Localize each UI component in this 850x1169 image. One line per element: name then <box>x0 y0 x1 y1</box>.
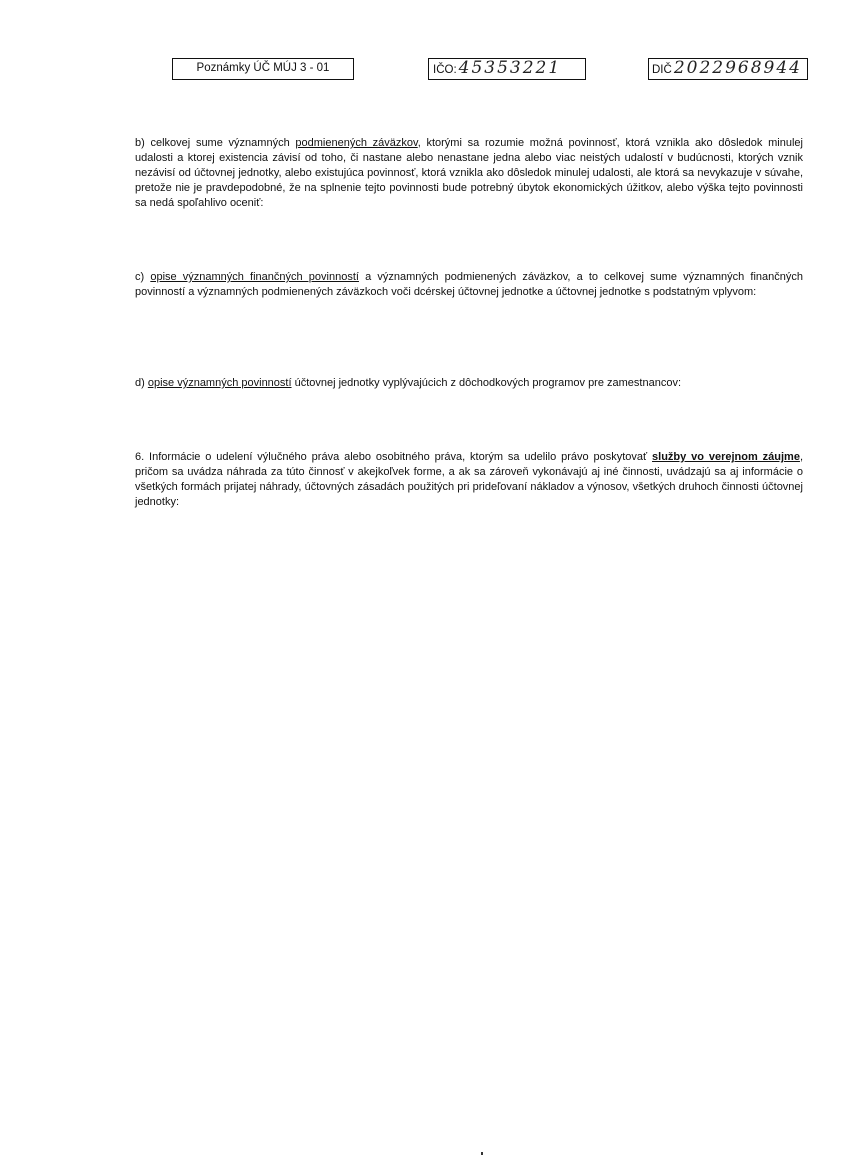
poznamky-label: Poznámky ÚČ MÚJ 3 - 01 <box>196 62 330 74</box>
dic-handwritten-value: 2022968944 <box>673 58 802 78</box>
term-sluzby-verejny-zaujem: služby vo verejnom záujme <box>652 451 800 463</box>
paragraph-d: d) opise významných povinností účtovnej jednotky vyplývajúcich z dôchodkových programov pre zamestnancov: <box>135 377 682 389</box>
ico-box <box>428 58 586 80</box>
paragraph-6: 6. Informácie o udelení výlučného práva alebo osobitného práva, ktorým sa udelilo právo poskytovať služby vo verejnom záujme, pričom sa uvádza náhrada za túto činnosť v akejkoľvek forme, a ak sa zároveň vykonávajú aj iné činnosti, uvádzajú sa aj informácie o všetkých formách prijatej náhrady, účtovných zásadách použitých pri prideľovaní nákladov a výnosov, všetkých druhoch činnosti účtovnej jednotky: <box>135 451 804 508</box>
term-vyznamne-povinnosti: opise významných povinností <box>147 377 292 389</box>
paragraph-b: b) celkovej sume významných podmienených záväzkov, ktorými sa rozumie možná povinnosť, ktorá vznikla ako dôsledok minulej udalosti a ktorej existencia závisí od toho, či nastane alebo nenastane jedna alebo viac neistých udalostí v budúcnosti, ktorých vznik nezávisí od účtovnej jednotky, alebo existujúca povinnosť, ktorá vznikla ako dôsledok minulej udalosti, ale ktorá sa nevykazuje v súvahe, pretože nie je pravdepodobné, že na splnenie tejto povinnosti bude potrebný úbytok ekonomických úžitkov, alebo výška tejto povinnosti sa nedá spoľahlivo oceniť: <box>135 137 803 209</box>
scan-speck <box>481 1152 483 1155</box>
poznamky-box <box>172 58 354 80</box>
ico-label: IČO: <box>433 64 457 76</box>
term-financne-povinnosti: opise významných finančných povinností <box>150 271 359 283</box>
dic-label: DIČ <box>652 64 672 76</box>
paragraph-c: c) opise významných finančných povinností a významných podmienených záväzkov, a to celkovej sume významných finančných povinností a významných podmienených záväzkoch voči dcérskej účtovnej jednotke a účtovnej jednotke s podstatným vplyvom: <box>135 271 803 298</box>
term-podmienene-zavazky: podmienených záväzkov <box>295 137 418 149</box>
dic-box <box>648 58 808 80</box>
ico-handwritten-value: 45353221 <box>458 58 562 78</box>
